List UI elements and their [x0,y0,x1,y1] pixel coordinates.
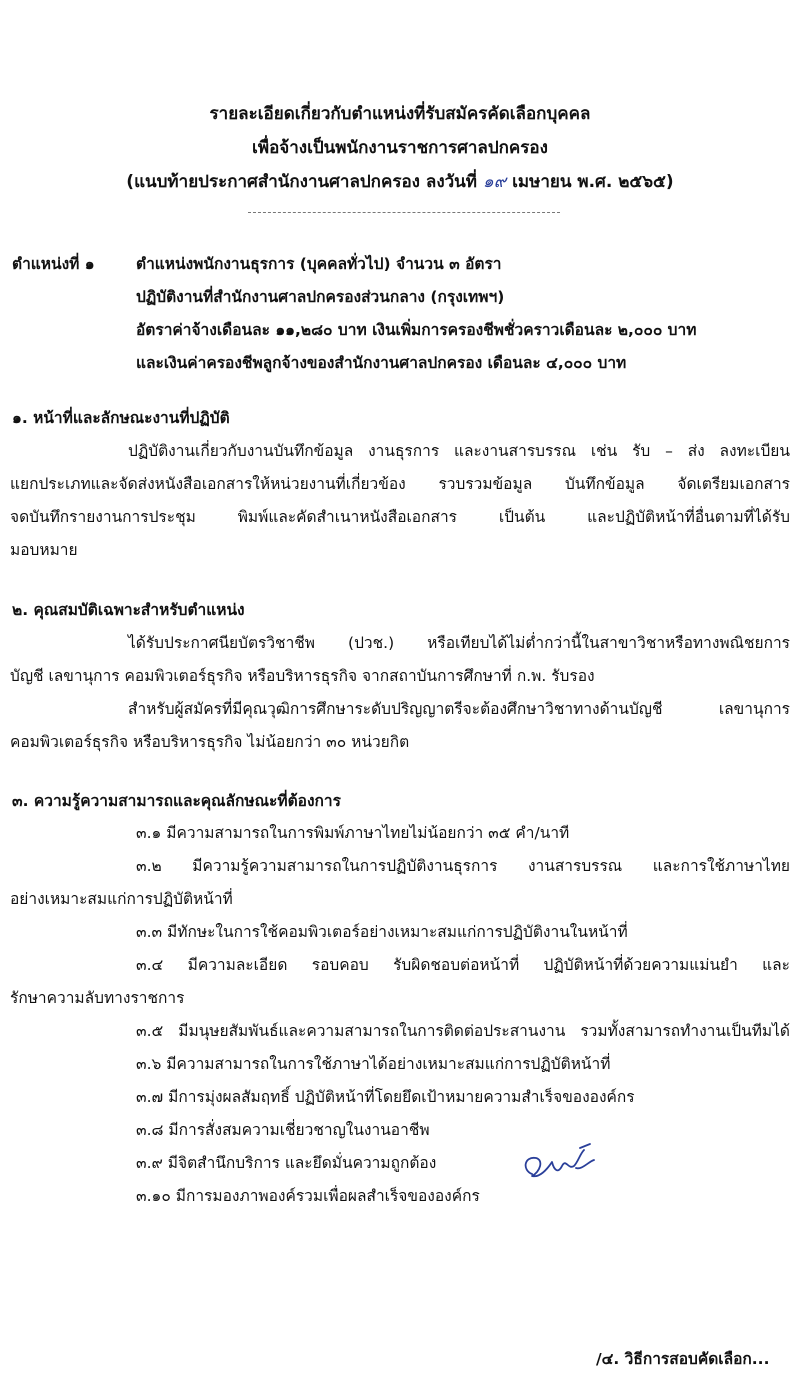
list-item: ๓.๑๐ มีการมองภาพองค์รวมเพื่อผลสำเร็จขององค์กร [136,1187,480,1205]
paragraph-line: คอมพิวเตอร์ธุรกิจ หรือบริหารธุรกิจ ไม่น้อยกว่า ๓๐ หน่วยกิต [10,733,410,751]
list-item: ๓.๒ มีความรู้ความสามารถในการปฏิบัติงานธุรการ งานสารบรรณ และการใช้ภาษาไทย [136,857,790,875]
position-label: ตำแหน่งที่ ๑ [12,255,95,273]
list-item: ๓.๔ มีความละเอียด รอบคอบ รับผิดชอบต่อหน้าที่ ปฏิบัติหน้าที่ด้วยความแม่นยำ และ [136,956,790,974]
list-item: ๓.๓ มีทักษะในการใช้คอมพิวเตอร์อย่างเหมาะสมแก่การปฏิบัติงานในหน้าที่ [136,923,628,941]
section-heading: ๓. ความรู้ความสามารถและคุณลักษณะที่ต้องการ [12,792,341,810]
signature-mark [518,1140,602,1190]
paragraph-line: ได้รับประกาศนียบัตรวิชาชีพ (ปวช.) หรือเทียบได้ไม่ต่ำกว่านี้ในสาขาวิชาหรือทางพณิชยการ [128,634,790,652]
list-item: ๓.๖ มีความสามารถในการใช้ภาษาได้อย่างเหมาะสมแก่การปฏิบัติหน้าที่ [136,1055,611,1073]
handwritten-day: ๑๙ [482,172,507,192]
list-item-continuation: อย่างเหมาะสมแก่การปฏิบัติหน้าที่ [10,890,233,908]
section-heading: ๑. หน้าที่และลักษณะงานที่ปฏิบัติ [12,409,230,427]
paragraph-line: ปฏิบัติงานเกี่ยวกับงานบันทึกข้อมูล งานธุรการ และงานสารบรรณ เช่น รับ – ส่ง ลงทะเบียน [128,442,790,460]
section-heading: ๒. คุณสมบัติเฉพาะสำหรับตำแหน่ง [12,601,245,619]
position-line: และเงินค่าครองชีพลูกจ้างของสำนักงานศาลปกครอง เดือนละ ๔,๐๐๐ บาท [136,354,627,372]
title-divider [248,212,560,213]
list-item-continuation: รักษาความลับทางราชการ [10,989,185,1007]
paragraph-line: แยกประเภทและจัดส่งหนังสือเอกสารให้หน่วยงานที่เกี่ยวข้อง รวบรวมข้อมูล บันทึกข้อมูล จัดเตรียมเอกสาร [10,475,790,493]
list-item: ๓.๑ มีความสามารถในการพิมพ์ภาษาไทยไม่น้อยกว่า ๓๕ คำ/นาที [136,824,570,842]
list-item: ๓.๗ มีการมุ่งผลสัมฤทธิ์ ปฏิบัติหน้าที่โดยยึดเป้าหมายความสำเร็จขององค์กร [136,1088,635,1106]
doc-date-suffix: เมษายน พ.ศ. ๒๕๖๕) [512,172,674,192]
position-line: อัตราค่าจ้างเดือนละ ๑๑,๒๘๐ บาท เงินเพิ่มการครองชีพชั่วคราวเดือนละ ๒,๐๐๐ บาท [136,321,697,339]
list-item: ๓.๕ มีมนุษยสัมพันธ์และความสามารถในการติดต่อประสานงาน รวมทั้งสามารถทำงานเป็นทีมได้ [136,1022,790,1040]
doc-title-line1: รายละเอียดเกี่ยวกับตำแหน่งที่รับสมัครคัดเลือกบุคคล [209,104,591,124]
list-item: ๓.๘ มีการสั่งสมความเชี่ยวชาญในงานอาชีพ [136,1121,430,1139]
paragraph-line: สำหรับผู้สมัครที่มีคุณวุฒิการศึกษาระดับปริญญาตรีจะต้องศึกษาวิชาทางด้านบัญชี เลขานุการ [128,700,790,718]
position-line: ปฏิบัติงานที่สำนักงานศาลปกครองส่วนกลาง (กรุงเทพฯ) [136,288,505,306]
next-page-continuation: /๔. วิธีการสอบคัดเลือก... [596,1350,770,1368]
doc-title-line2: เพื่อจ้างเป็นพนักงานราชการศาลปกครอง [252,138,548,158]
doc-title-line3 [0,168,800,195]
paragraph-line: จดบันทึกรายงานการประชุม พิมพ์และคัดสำเนาหนังสือเอกสาร เป็นต้น และปฏิบัติหน้าที่อื่นตามที่ได้รับ [10,508,790,526]
paragraph-line: บัญชี เลขานุการ คอมพิวเตอร์ธุรกิจ หรือบริหารธุรกิจ จากสถาบันการศึกษาที่ ก.พ. รับรอง [10,667,595,685]
paragraph-line: มอบหมาย [10,541,78,559]
list-item: ๓.๙ มีจิตสำนึกบริการ และยึดมั่นความถูกต้อง [136,1154,437,1172]
doc-date-prefix: (แนบท้ายประกาศสำนักงานศาลปกครอง ลงวันที่ [126,172,477,192]
position-line: ตำแหน่งพนักงานธุรการ (บุคคลทั่วไป) จำนวน ๓ อัตรา [136,255,502,273]
